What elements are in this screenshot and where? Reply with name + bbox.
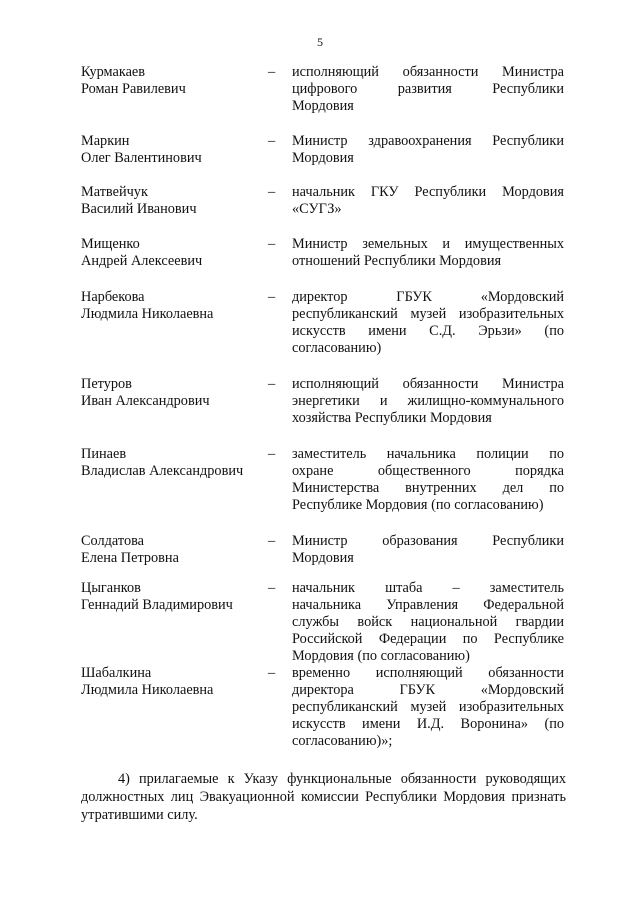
member-position [292,64,564,115]
member-surname: Нарбекова [81,289,145,305]
position-line: цифрового развития Республики [292,81,564,97]
position-line: директора ГБУК «Мордовский [292,682,564,698]
position-line: Мордовия (по согласованию) [292,648,470,664]
entry-dash: – [268,665,276,681]
closing-paragraph [81,770,566,824]
position-line: согласованию) [292,340,382,356]
member-position [292,533,564,567]
position-line: Министр образования Республики [292,533,564,549]
position-line: заместитель начальника полиции по [292,446,564,462]
member-name [81,236,266,270]
member-name [81,376,266,410]
position-line: Мордовия [292,98,354,114]
position-line: республиканский музей изобразительных [292,306,564,322]
closing-line: утратившими силу. [81,807,198,823]
member-position [292,184,564,218]
member-given-names: Людмила Николаевна [81,306,214,322]
member-surname: Курмакаев [81,64,146,80]
position-line: директор ГБУК «Мордовский [292,289,564,305]
position-line: отношений Республики Мордовия [292,253,502,269]
position-line: начальника Управления Федеральной [292,597,564,613]
member-position [292,446,564,514]
position-line: Мордовия [292,550,354,566]
member-name [81,533,266,567]
member-position [292,236,564,270]
member-name [81,184,266,218]
position-line: искусств имени С.Д. Эрьзи» (по [292,323,564,339]
member-surname: Матвейчук [81,184,148,200]
member-surname: Маркин [81,133,130,149]
position-line: республиканский музей изобразительных [292,699,564,715]
entry-dash: – [268,184,276,200]
position-line: начальник ГКУ Республики Мордовия [292,184,564,200]
entry-dash: – [268,236,276,252]
member-given-names: Олег Валентинович [81,150,202,166]
member-surname: Солдатова [81,533,144,549]
member-surname: Шабалкина [81,665,152,681]
position-line: Российской Федерации по Республике [292,631,564,647]
entry-dash: – [268,289,276,305]
member-name [81,580,266,614]
member-name [81,446,266,480]
position-line: службы войск национальной гвардии [292,614,564,630]
entry-dash: – [268,580,276,596]
position-line: начальник штаба – заместитель [292,580,564,596]
entry-dash: – [268,64,276,80]
member-position [292,289,564,357]
member-given-names: Роман Равилевич [81,81,186,97]
position-line: «СУГЗ» [292,201,342,217]
member-given-names: Людмила Николаевна [81,682,214,698]
member-given-names: Андрей Алексеевич [81,253,203,269]
position-line: согласованию)»; [292,733,393,749]
member-name [81,64,266,98]
member-name [81,289,266,323]
member-position [292,376,564,427]
member-surname: Мищенко [81,236,140,252]
member-surname: Пинаев [81,446,127,462]
position-line: хозяйства Республики Мордовия [292,410,492,426]
member-position [292,665,564,750]
entry-dash: – [268,133,276,149]
member-name [81,133,266,167]
member-given-names: Василий Иванович [81,201,197,217]
member-given-names: Елена Петровна [81,550,179,566]
position-line: Министр земельных и имущественных [292,236,564,252]
member-position [292,133,564,167]
position-line: Республике Мордовия (по согласованию) [292,497,544,513]
position-line: энергетики и жилищно-коммунального [292,393,564,409]
position-line: Мордовия [292,150,354,166]
position-line: Министр здравоохранения Республики [292,133,564,149]
entry-dash: – [268,376,276,392]
page-number: 5 [317,35,323,49]
closing-line: должностных лиц Эвакуационной комиссии Республики Мордовия признать [81,789,566,805]
position-line: искусств имени И.Д. Воронина» (по [292,716,564,732]
position-line: временно исполняющий обязанности [292,665,564,681]
member-surname: Цыганков [81,580,141,596]
position-line: Министерства внутренних дел по [292,480,564,496]
position-line: исполняющий обязанности Министра [292,64,564,80]
entry-dash: – [268,533,276,549]
member-surname: Петуров [81,376,132,392]
member-given-names: Владислав Александрович [81,463,244,479]
member-given-names: Геннадий Владимирович [81,597,233,613]
member-name [81,665,266,699]
position-line: исполняющий обязанности Министра [292,376,564,392]
member-position [292,580,564,665]
closing-line: 4) прилагаемые к Указу функциональные обязанности руководящих [118,771,566,787]
position-line: охране общественного порядка [292,463,564,479]
entry-dash: – [268,446,276,462]
member-given-names: Иван Александрович [81,393,210,409]
